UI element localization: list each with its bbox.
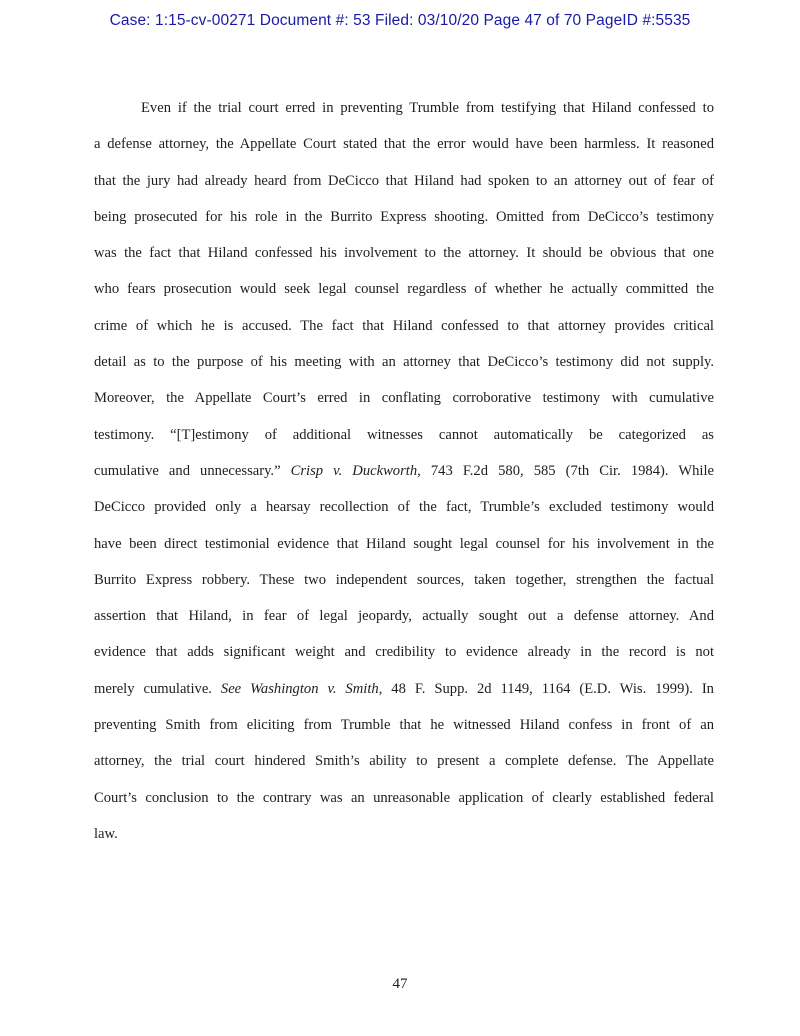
- text-segment: cumulative and unnecessary.”: [94, 462, 291, 479]
- text-segment: , 48 F. Supp. 2d 1149, 1164 (E.D. Wis. 1999). In: [378, 680, 714, 697]
- text-line: attorney, the trial court hindered Smith’s ability to present a complete defense. The Appellate: [94, 753, 714, 770]
- text-line: being prosecuted for his role in the Burrito Express shooting. Omitted from DeCicco’s testimony: [94, 208, 714, 225]
- text-line: [94, 671, 714, 707]
- text-line: law.: [94, 825, 118, 842]
- text-line: who fears prosecution would seek legal counsel regardless of whether he actually committed the: [94, 281, 714, 298]
- text-line: that the jury had already heard from DeCicco that Hiland had spoken to an attorney out of fear of: [94, 172, 714, 189]
- text-line: was the fact that Hiland confessed his involvement to the attorney. It should be obvious that one: [94, 245, 714, 262]
- case-citation: Crisp v. Duckworth: [290, 462, 418, 479]
- text-line: detail as to the purpose of his meeting with an attorney that DeCicco’s testimony did not supply.: [94, 354, 714, 371]
- text-line: evidence that adds significant weight and credibility to evidence already in the record is not: [94, 644, 714, 661]
- text-line: have been direct testimonial evidence that Hiland sought legal counsel for his involvement in the: [94, 535, 714, 552]
- text-line: [94, 453, 714, 489]
- text-line: preventing Smith from eliciting from Trumble that he witnessed Hiland confess in front of an: [94, 717, 714, 734]
- text-line: Even if the trial court erred in preventing Trumble from testifying that Hiland confessed to: [141, 100, 714, 116]
- text-line: a defense attorney, the Appellate Court stated that the error would have been harmless. It reasoned: [94, 136, 714, 153]
- text-line: Court’s conclusion to the contrary was an unreasonable application of clearly established federal: [94, 789, 714, 806]
- text-line: crime of which he is accused. The fact that Hiland confessed to that attorney provides critical: [94, 317, 714, 334]
- text-segment: merely cumulative.: [94, 680, 221, 697]
- text-line: DeCicco provided only a hearsay recollection of the fact, Trumble’s excluded testimony would: [94, 499, 714, 516]
- page-number: 47: [392, 976, 408, 992]
- text-segment: , 743 F.2d 580, 585 (7th Cir. 1984). While: [417, 462, 714, 479]
- ecf-header-stamp: Case: 1:15-cv-00271 Document #: 53 Filed: 03/10/20 Page 47 of 70 PageID #:5535: [109, 12, 691, 29]
- text-line: Moreover, the Appellate Court’s erred in conflating corroborative testimony with cumulative: [94, 390, 714, 407]
- case-citation: See Washington v. Smith: [220, 680, 379, 697]
- text-line: assertion that Hiland, in fear of legal jeopardy, actually sought out a defense attorney. And: [94, 608, 714, 625]
- text-line: Burrito Express robbery. These two independent sources, taken together, strengthen the factual: [94, 571, 714, 588]
- text-line: testimony. “[T]estimony of additional witnesses cannot automatically be categorized as: [94, 426, 714, 443]
- body-paragraph: [94, 90, 714, 852]
